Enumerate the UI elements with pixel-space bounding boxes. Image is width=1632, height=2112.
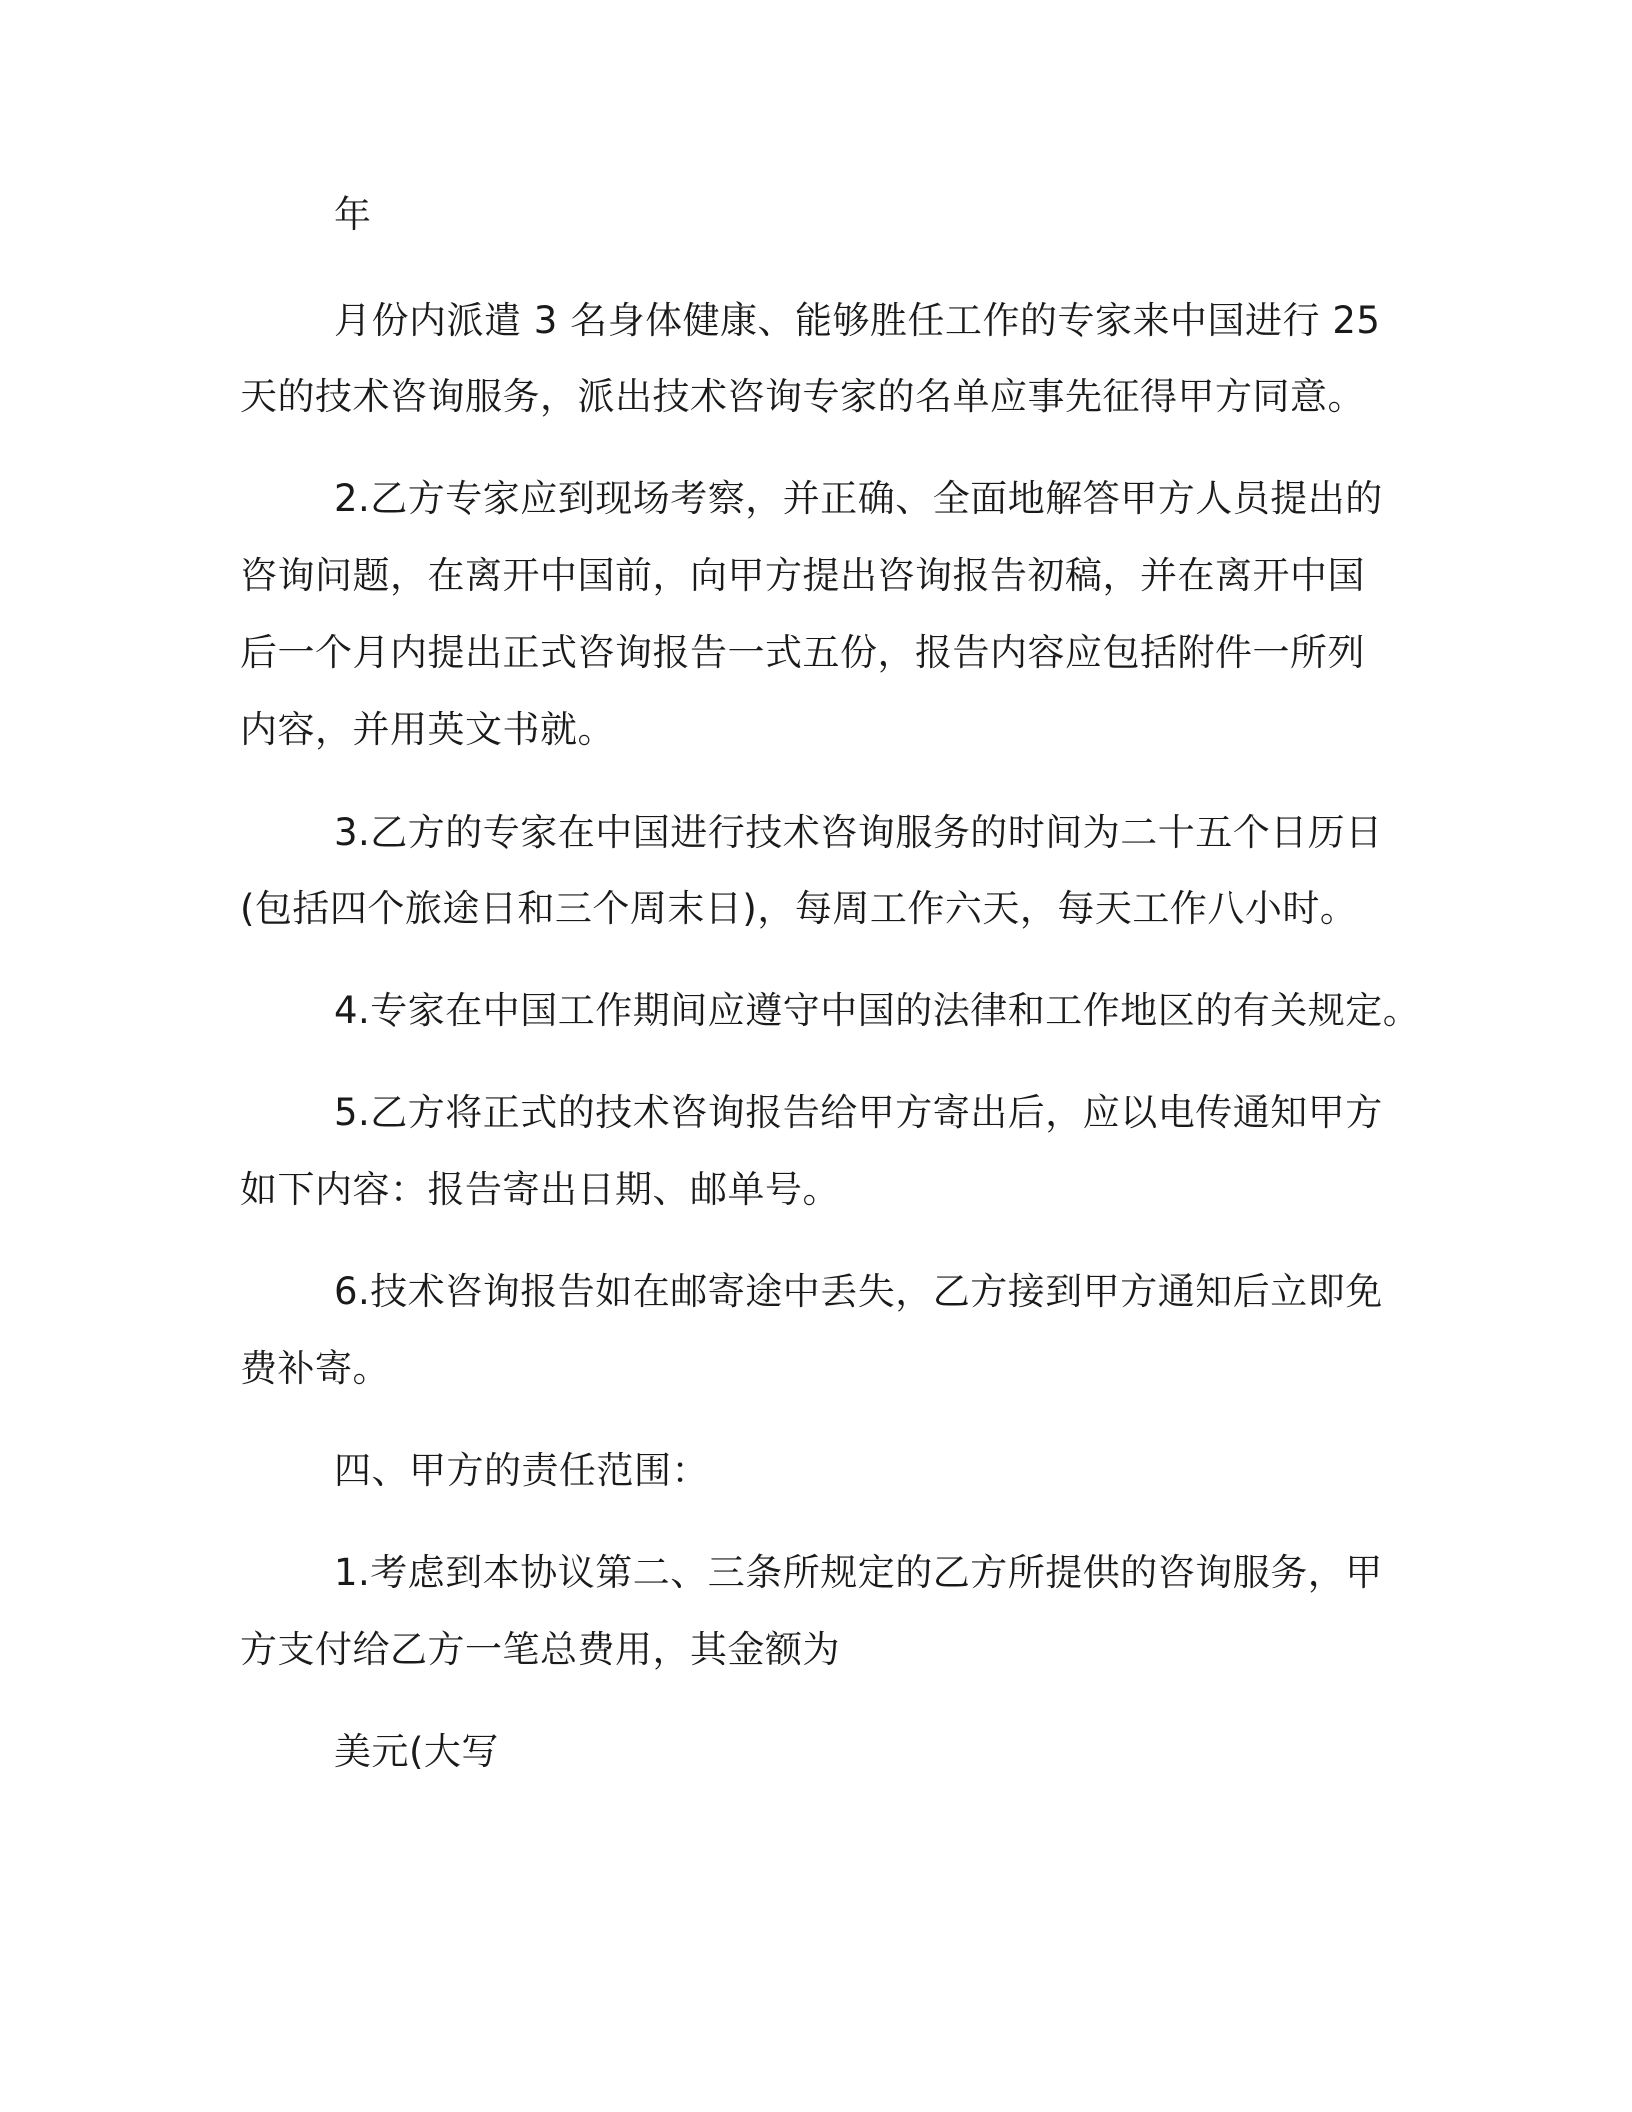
text-line-year: 年	[334, 193, 372, 236]
clause-5-line-2: 如下内容：报告寄出日期、邮单号。	[240, 1168, 840, 1211]
clause-2-line-4: 内容，并用英文书就。	[240, 708, 615, 751]
clause-3-line-2: (包括四个旅途日和三个周末日)，每周工作六天，每天工作八小时。	[240, 887, 1358, 930]
clause-2-line-2: 咨询问题，在离开中国前，向甲方提出咨询报告初稿，并在离开中国	[240, 554, 1365, 597]
clause-2-line-3: 后一个月内提出正式咨询报告一式五份，报告内容应包括附件一所列	[240, 631, 1365, 674]
clause-3-line-1: 3.乙方的专家在中国进行技术咨询服务的时间为二十五个日历日	[334, 811, 1383, 854]
text-line-usd-amount: 美元(大写	[334, 1730, 499, 1773]
clause-6-line-1: 6.技术咨询报告如在邮寄途中丢失，乙方接到甲方通知后立即免	[334, 1270, 1383, 1313]
text-line-dispatch-experts: 月份内派遣 3 名身体健康、能够胜任工作的专家来中国进行 25	[334, 299, 1381, 342]
clause-4-line-1: 4.专家在中国工作期间应遵守中国的法律和工作地区的有关规定。	[334, 989, 1421, 1032]
clause-5-line-1: 5.乙方将正式的技术咨询报告给甲方寄出后，应以电传通知甲方	[334, 1091, 1383, 1134]
text-line-service-days: 天的技术咨询服务，派出技术咨询专家的名单应事先征得甲方同意。	[240, 375, 1365, 418]
clause-2-line-1: 2.乙方专家应到现场考察，并正确、全面地解答甲方人员提出的	[334, 477, 1383, 520]
section-4-clause-1-line-1: 1.考虑到本协议第二、三条所规定的乙方所提供的咨询服务，甲	[334, 1551, 1383, 1594]
section-4-clause-1-line-2: 方支付给乙方一笔总费用，其金额为	[240, 1628, 840, 1671]
section-4-heading: 四、甲方的责任范围：	[334, 1449, 709, 1492]
clause-6-line-2: 费补寄。	[240, 1347, 390, 1390]
